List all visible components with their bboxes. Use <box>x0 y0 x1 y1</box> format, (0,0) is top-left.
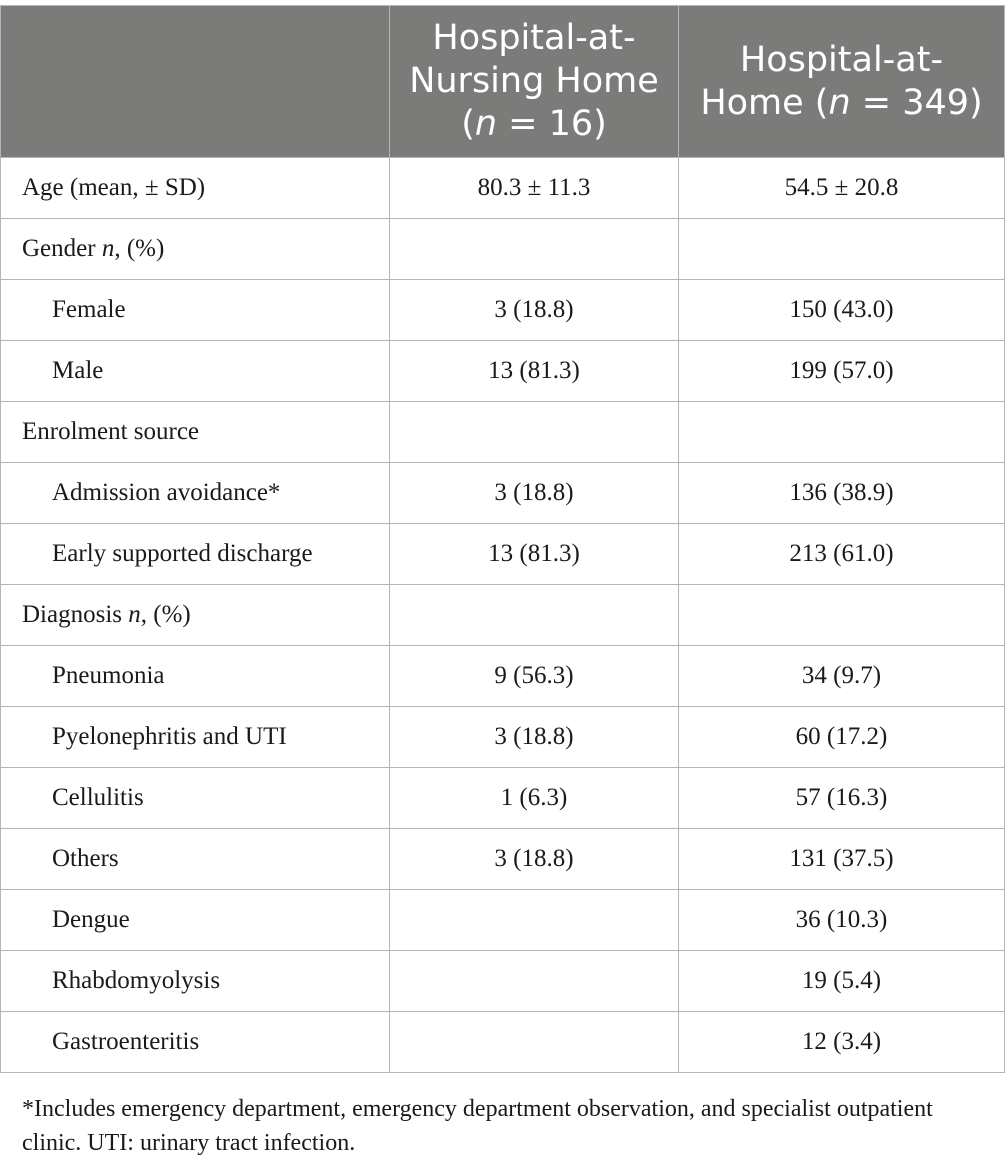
row-sublabel-cell <box>1 341 390 402</box>
home-value-cell: 131 (37.5) <box>679 829 1005 890</box>
row-label-text: Diagnosis <box>22 601 129 628</box>
row-label-text: Gender <box>22 235 102 262</box>
header-nursing-home-n: n <box>474 104 498 144</box>
header-cell-nursing-home <box>390 6 679 158</box>
row-label-text: Age (mean, ± SD) <box>22 174 206 201</box>
nursing-home-value-cell: 3 (18.8) <box>390 829 679 890</box>
home-value-cell: 12 (3.4) <box>679 1012 1005 1073</box>
home-value-cell: 199 (57.0) <box>679 341 1005 402</box>
row-label-cell <box>1 158 390 219</box>
row-label-italic: n <box>101 235 115 262</box>
table-row <box>1 280 1005 341</box>
row-sublabel-cell <box>1 829 390 890</box>
table-row <box>1 1012 1005 1073</box>
row-label-text: Admission avoidance* <box>52 479 281 506</box>
row-label-text: Pyelonephritis and UTI <box>52 723 287 750</box>
header-nursing-home-prefix: Hospital-at-Nursing Home ( <box>409 18 659 144</box>
row-sublabel-cell <box>1 524 390 585</box>
row-label-text: Cellulitis <box>52 784 144 811</box>
header-home-suffix: = 349) <box>850 82 983 123</box>
row-label-text: Dengue <box>52 906 130 933</box>
nursing-home-value-cell <box>390 1012 679 1073</box>
table-row <box>1 829 1005 890</box>
table-row <box>1 463 1005 524</box>
header-cell-blank <box>1 6 390 158</box>
nursing-home-value-cell: 13 (81.3) <box>390 341 679 402</box>
home-value-cell: 136 (38.9) <box>679 463 1005 524</box>
row-label-text: Early supported discharge <box>52 540 313 567</box>
row-label-cell <box>1 585 390 646</box>
nursing-home-value-cell: 80.3 ± 11.3 <box>390 158 679 219</box>
table-body <box>1 158 1005 1073</box>
nursing-home-value-cell: 3 (18.8) <box>390 707 679 768</box>
home-value-cell: 60 (17.2) <box>679 707 1005 768</box>
nursing-home-value-cell <box>390 890 679 951</box>
nursing-home-value-cell <box>390 951 679 1012</box>
nursing-home-value-cell: 1 (6.3) <box>390 768 679 829</box>
row-label-text: Enrolment source <box>22 418 200 445</box>
home-value-cell: 54.5 ± 20.8 <box>679 158 1005 219</box>
header-row <box>1 6 1005 158</box>
home-value-cell <box>679 219 1005 280</box>
home-value-cell <box>679 585 1005 646</box>
header-nursing-home-suffix: = 16) <box>497 104 607 144</box>
row-sublabel-cell <box>1 951 390 1012</box>
row-sublabel-cell <box>1 707 390 768</box>
table-row <box>1 707 1005 768</box>
home-value-cell: 19 (5.4) <box>679 951 1005 1012</box>
header-home-prefix: Hospital-at-Home ( <box>700 39 944 123</box>
home-value-cell: 213 (61.0) <box>679 524 1005 585</box>
row-label-text: Pneumonia <box>52 662 165 689</box>
row-sublabel-cell <box>1 1012 390 1073</box>
row-label-text: Male <box>52 357 104 384</box>
table-header <box>1 6 1005 158</box>
row-label-suffix: , (%) <box>140 601 191 628</box>
home-value-cell <box>679 402 1005 463</box>
nursing-home-value-cell: 3 (18.8) <box>390 463 679 524</box>
row-label-cell <box>1 219 390 280</box>
nursing-home-value-cell <box>390 402 679 463</box>
row-label-text: Rhabdomyolysis <box>52 967 221 994</box>
table-row <box>1 890 1005 951</box>
demographics-table <box>0 5 1005 1073</box>
table-row <box>1 768 1005 829</box>
row-sublabel-cell <box>1 463 390 524</box>
table-row <box>1 219 1005 280</box>
table-footnote: *Includes emergency department, emergency department observation, and specialist outpatient clinic. UTI: urinary tract infection. <box>22 1096 933 1156</box>
row-label-cell <box>1 402 390 463</box>
table-row <box>1 402 1005 463</box>
home-value-cell: 57 (16.3) <box>679 768 1005 829</box>
row-label-italic: n <box>128 601 141 628</box>
row-sublabel-cell <box>1 768 390 829</box>
table-row <box>1 341 1005 402</box>
nursing-home-value-cell: 9 (56.3) <box>390 646 679 707</box>
table-row <box>1 524 1005 585</box>
nursing-home-value-cell: 13 (81.3) <box>390 524 679 585</box>
table-row <box>1 585 1005 646</box>
table-row <box>1 646 1005 707</box>
demographics-table-container <box>0 5 1004 1073</box>
row-label-suffix: , (%) <box>114 235 165 262</box>
row-label-text: Gastroenteritis <box>52 1028 200 1055</box>
header-home-n: n <box>828 82 851 123</box>
nursing-home-value-cell <box>390 585 679 646</box>
nursing-home-value-cell: 3 (18.8) <box>390 280 679 341</box>
row-sublabel-cell <box>1 280 390 341</box>
home-value-cell: 36 (10.3) <box>679 890 1005 951</box>
header-cell-home <box>679 6 1005 158</box>
table-row <box>1 158 1005 219</box>
nursing-home-value-cell <box>390 219 679 280</box>
row-sublabel-cell <box>1 890 390 951</box>
row-sublabel-cell <box>1 646 390 707</box>
home-value-cell: 150 (43.0) <box>679 280 1005 341</box>
table-row <box>1 951 1005 1012</box>
row-label-text: Others <box>52 845 119 872</box>
home-value-cell: 34 (9.7) <box>679 646 1005 707</box>
row-label-text: Female <box>52 296 126 323</box>
